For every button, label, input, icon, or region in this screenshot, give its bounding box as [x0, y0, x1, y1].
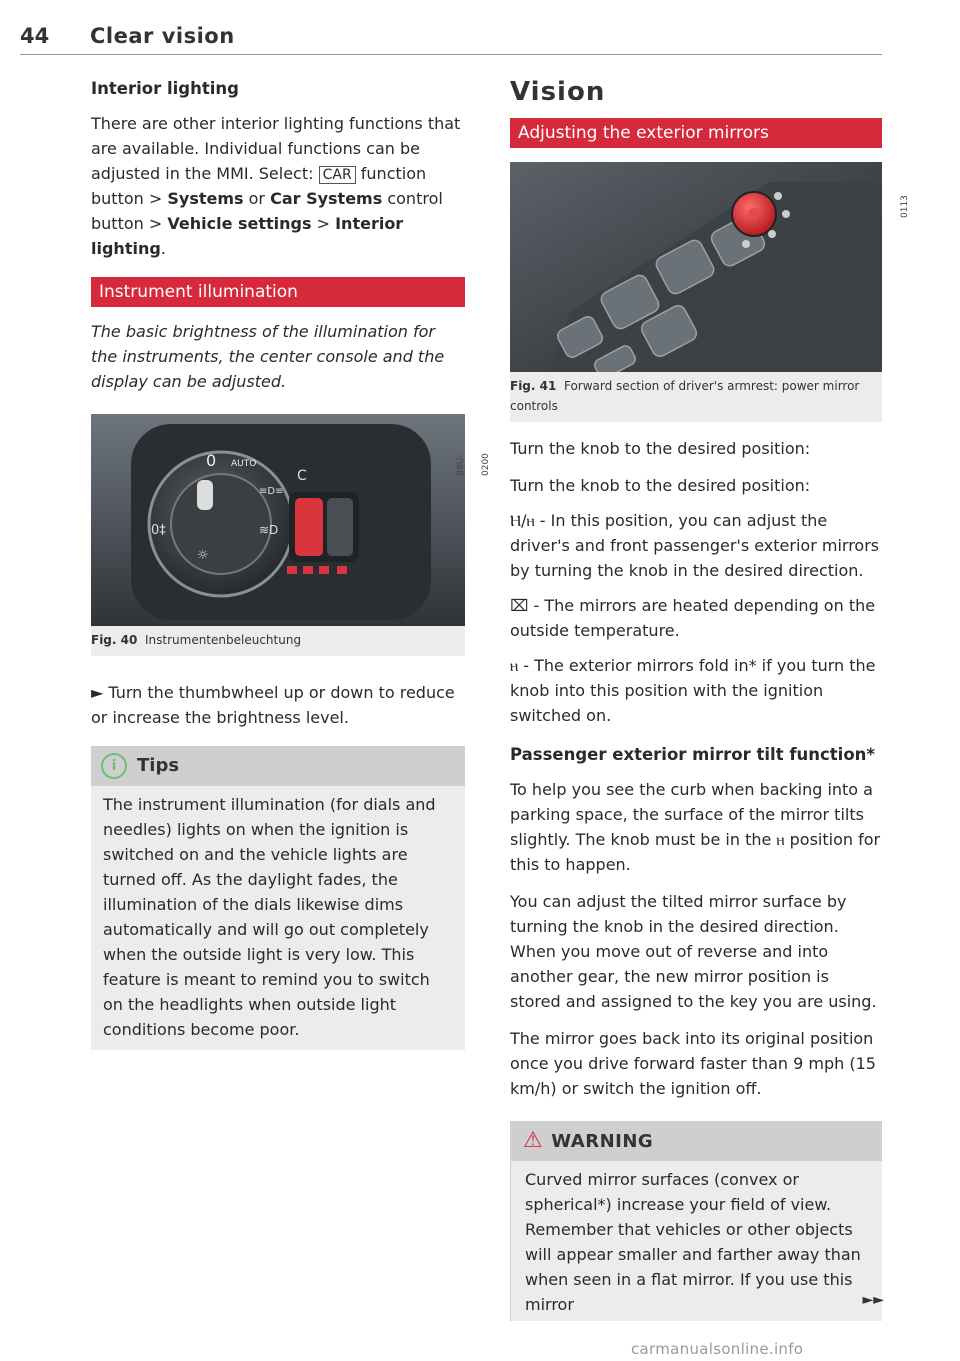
tips-header: i Tips — [91, 746, 465, 786]
figure-40-code: B8U-0200 — [456, 453, 491, 476]
instrument-illumination-banner: Instrument illumination — [91, 277, 465, 307]
figure-40 — [91, 414, 491, 626]
knob-paragraph-1: Turn the knob to the desired position: — [510, 439, 811, 458]
figure-41-caption: Fig. 41 Forward section of driver's armrest: power mirror controls — [510, 372, 882, 422]
tilt-paragraph-1: To help you see the curb when backing into a parking space, the surface of the mirror tilts slightly. The knob must be in the ⲏ position for this to happen. — [510, 780, 881, 874]
right-column — [510, 76, 910, 1321]
instrument-illumination-intro: The basic brightness of the illumination for the instruments, the center console and the display can be adjusted. — [91, 322, 445, 391]
info-icon: i — [101, 753, 127, 779]
figure-40-caption: Fig. 40 Instrumentenbeleuchtung — [91, 626, 465, 656]
figure-41 — [510, 162, 910, 372]
svg-text:AUTO: AUTO — [231, 459, 257, 469]
svg-text:0: 0 — [206, 451, 217, 470]
svg-text:≋D: ≋D — [259, 523, 279, 537]
tilt-paragraph-2: You can adjust the tilted mirror surface by turning the knob in the desired direction. When you move out of reverse and into another gear, the new mirror position is stored and assigned to the key you are using. — [510, 892, 877, 1011]
page-number: 44 — [20, 24, 50, 48]
interior-lighting-text: There are other interior lighting functions that are available. Individual functions can be adjusted in the MMI. Select: CAR function button > Systems or Car Systems control button > Vehicle settings > Interior lighting. — [91, 114, 461, 258]
svg-text:☼: ☼ — [197, 548, 209, 563]
watermark: carmanualsonline.info — [631, 1340, 804, 1358]
mirror-heat-paragraph: ⌧ - The mirrors are heated depending on the outside temperature. — [510, 596, 876, 640]
continue-arrow-icon: ►► — [862, 1292, 884, 1308]
exterior-mirrors-banner: Adjusting the exterior mirrors — [510, 118, 882, 148]
knob-paragraph-2: Turn the knob to the desired position: — [510, 476, 811, 495]
header-rule — [20, 54, 882, 55]
brightness-instruction: ► Turn the thumbwheel up or down to reduce or increase the brightness level. — [91, 683, 455, 727]
svg-text:0‡: 0‡ — [151, 523, 166, 538]
light-switch-illustration — [91, 414, 465, 626]
car-key-label: CAR — [319, 166, 356, 184]
interior-lighting-heading: Interior lighting — [91, 79, 239, 98]
svg-text:C: C — [297, 468, 307, 484]
mirror-controls-illustration — [510, 162, 882, 372]
mirror-adjust-paragraph: Ⲏ/ⲏ - In this position, you can adjust the driver's and front passenger's exterior mirrors by turning the knob in the desired direction. — [510, 511, 880, 580]
warning-header: ⚠ WARNING — [511, 1121, 882, 1161]
tilt-function-heading: Passenger exterior mirror tilt function* — [510, 745, 876, 764]
warning-body: Curved mirror surfaces (convex or spherical*) increase your field of view. Remember that vehicles or other objects will appear smaller and farther away than when seen in a flat mirror. If you use this mirror — [525, 1170, 861, 1314]
tips-box — [91, 746, 465, 1050]
vision-heading: Vision — [510, 77, 606, 107]
tilt-paragraph-3: The mirror goes back into its original position once you drive forward faster than 9 mph (15 km/h) or switch the ignition off. — [510, 1029, 876, 1098]
tips-body: The instrument illumination (for dials and needles) lights on when the ignition is switched on and the vehicle lights are turned off. As the daylight fades, the illumination of the dials likewise dims automatically and will go out completely when the outside light is very low. This feature is meant to remind you to switch on the headlights when outside light conditions become poor. — [103, 795, 436, 1039]
warning-box — [510, 1121, 882, 1321]
left-column — [91, 76, 491, 1050]
figure-41-code: B8U-0113 — [875, 195, 910, 218]
mirror-fold-paragraph: ⲏ - The exterior mirrors fold in* if you turn the knob into this position with the ignition switched on. — [510, 656, 876, 725]
section-title: Clear vision — [90, 24, 235, 48]
svg-text:≡D≡: ≡D≡ — [259, 486, 284, 497]
warning-triangle-icon: ⚠ — [523, 1128, 544, 1153]
